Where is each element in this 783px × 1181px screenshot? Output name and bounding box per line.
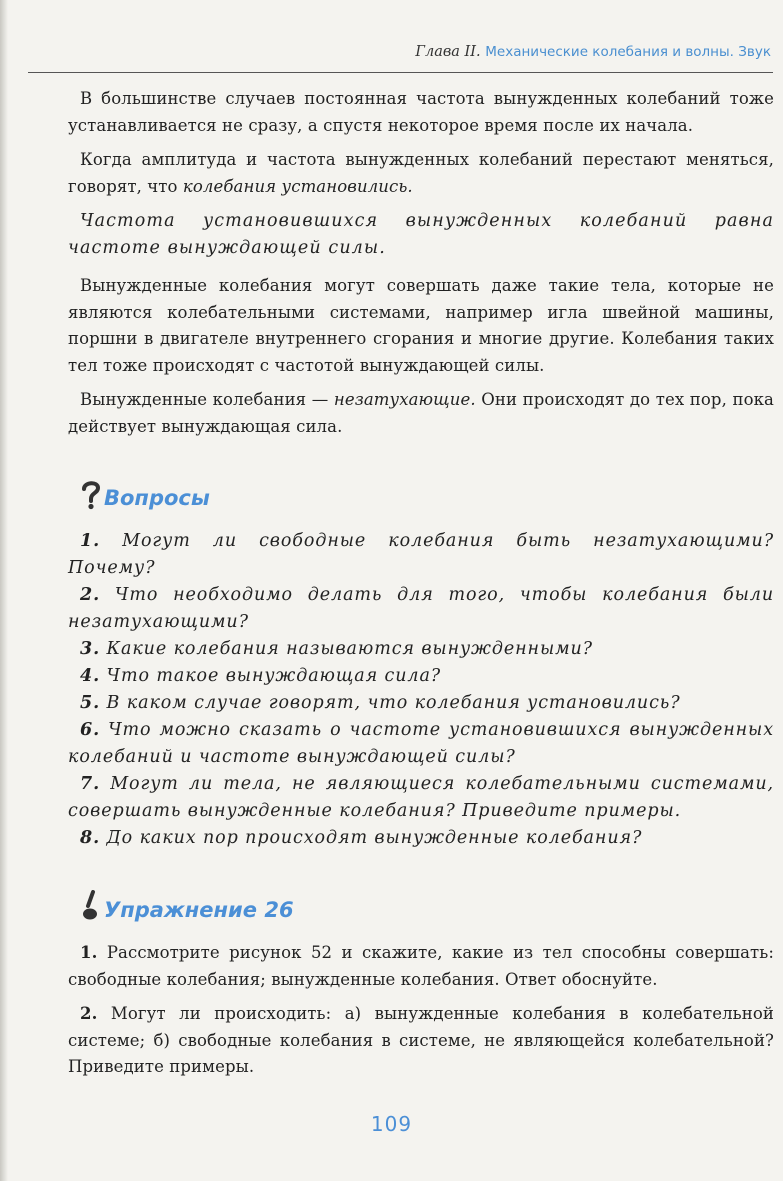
rule-statement: Частота установившихся вынужденных колебаний равна частоте вынуждающей силы. bbox=[68, 211, 774, 258]
question-item: 6. Что можно сказать о частоте установившихся вынужденных колебаний и частоте вынуждающей силы? bbox=[68, 720, 774, 767]
header-divider bbox=[28, 72, 773, 73]
exercise-item: 1. Рассмотрите рисунок 52 и скажите, какие из тел способны совершать: свободные колебания; вынужденные колебания. Ответ обоснуйте. bbox=[68, 943, 774, 989]
question-item: 3. Какие колебания называются вынужденными? bbox=[80, 639, 593, 659]
question-item: 8. До каких пор происходят вынужденные колебания? bbox=[80, 828, 643, 848]
question-item: 1. Могут ли свободные колебания быть незатухающими? Почему? bbox=[68, 531, 775, 578]
running-header bbox=[28, 44, 771, 70]
questions-list bbox=[68, 528, 774, 852]
questions-title: Вопросы bbox=[104, 486, 210, 510]
exercise-item: 2. Могут ли происходить: а) вынужденные колебания в колебательной системе; б) свободные колебания в системе, не являющейся колебательной? Приведите примеры. bbox=[68, 1004, 774, 1076]
header-chapter: Глава II. bbox=[415, 44, 481, 60]
question-item: 4. Что такое вынуждающая сила? bbox=[80, 666, 442, 686]
page-edge-shadow bbox=[0, 0, 8, 1181]
question-item: 7. Могут ли тела, не являющиеся колебательными системами, совершать вынужденные колебания? Приведите примеры. bbox=[68, 774, 774, 821]
paragraph-2 bbox=[68, 147, 774, 200]
paragraph-2-text: Когда амплитуда и частота вынужденных колебаний перестают меняться, говорят, что bbox=[68, 150, 774, 196]
question-mark-icon bbox=[80, 478, 102, 510]
exercise-marker-icon bbox=[80, 890, 102, 922]
questions-heading bbox=[80, 478, 774, 510]
question-item: 5. В каком случае говорят, что колебания установились? bbox=[80, 693, 681, 713]
paragraph-4-italic: незатухающие. bbox=[333, 390, 476, 409]
page-number: 109 bbox=[370, 1112, 413, 1136]
paragraph-4-rest: Они происходят до тех пор, пока действует вынуждающая сила. bbox=[68, 390, 774, 436]
exercise-heading bbox=[80, 890, 774, 922]
paragraph-2-italic: колебания установились. bbox=[182, 176, 413, 196]
page-content bbox=[68, 86, 774, 1089]
paragraph-1: В большинстве случаев постоянная частота вынужденных колебаний тоже устанавливается не сразу, а спустя некоторое время после их начала. bbox=[68, 89, 774, 135]
exercise-title: Упражнение 26 bbox=[104, 898, 294, 922]
paragraph-4 bbox=[68, 387, 774, 440]
exercise-list bbox=[68, 940, 774, 1081]
paragraph-4-text: Вынужденные колебания — bbox=[80, 390, 334, 409]
question-item: 2. Что необходимо делать для того, чтобы колебания были незатухающими? bbox=[68, 585, 774, 632]
header-topic: Механические колебания и волны. Звук bbox=[485, 44, 771, 60]
paragraph-3: Вынужденные колебания могут совершать даже такие тела, которые не являются колебательными системами, например игла швейной машины, поршни в двигателе внутреннего сгорания и многие другие. Колебания таких тел тоже происходят с частотой вынуждающей силы. bbox=[68, 276, 774, 375]
